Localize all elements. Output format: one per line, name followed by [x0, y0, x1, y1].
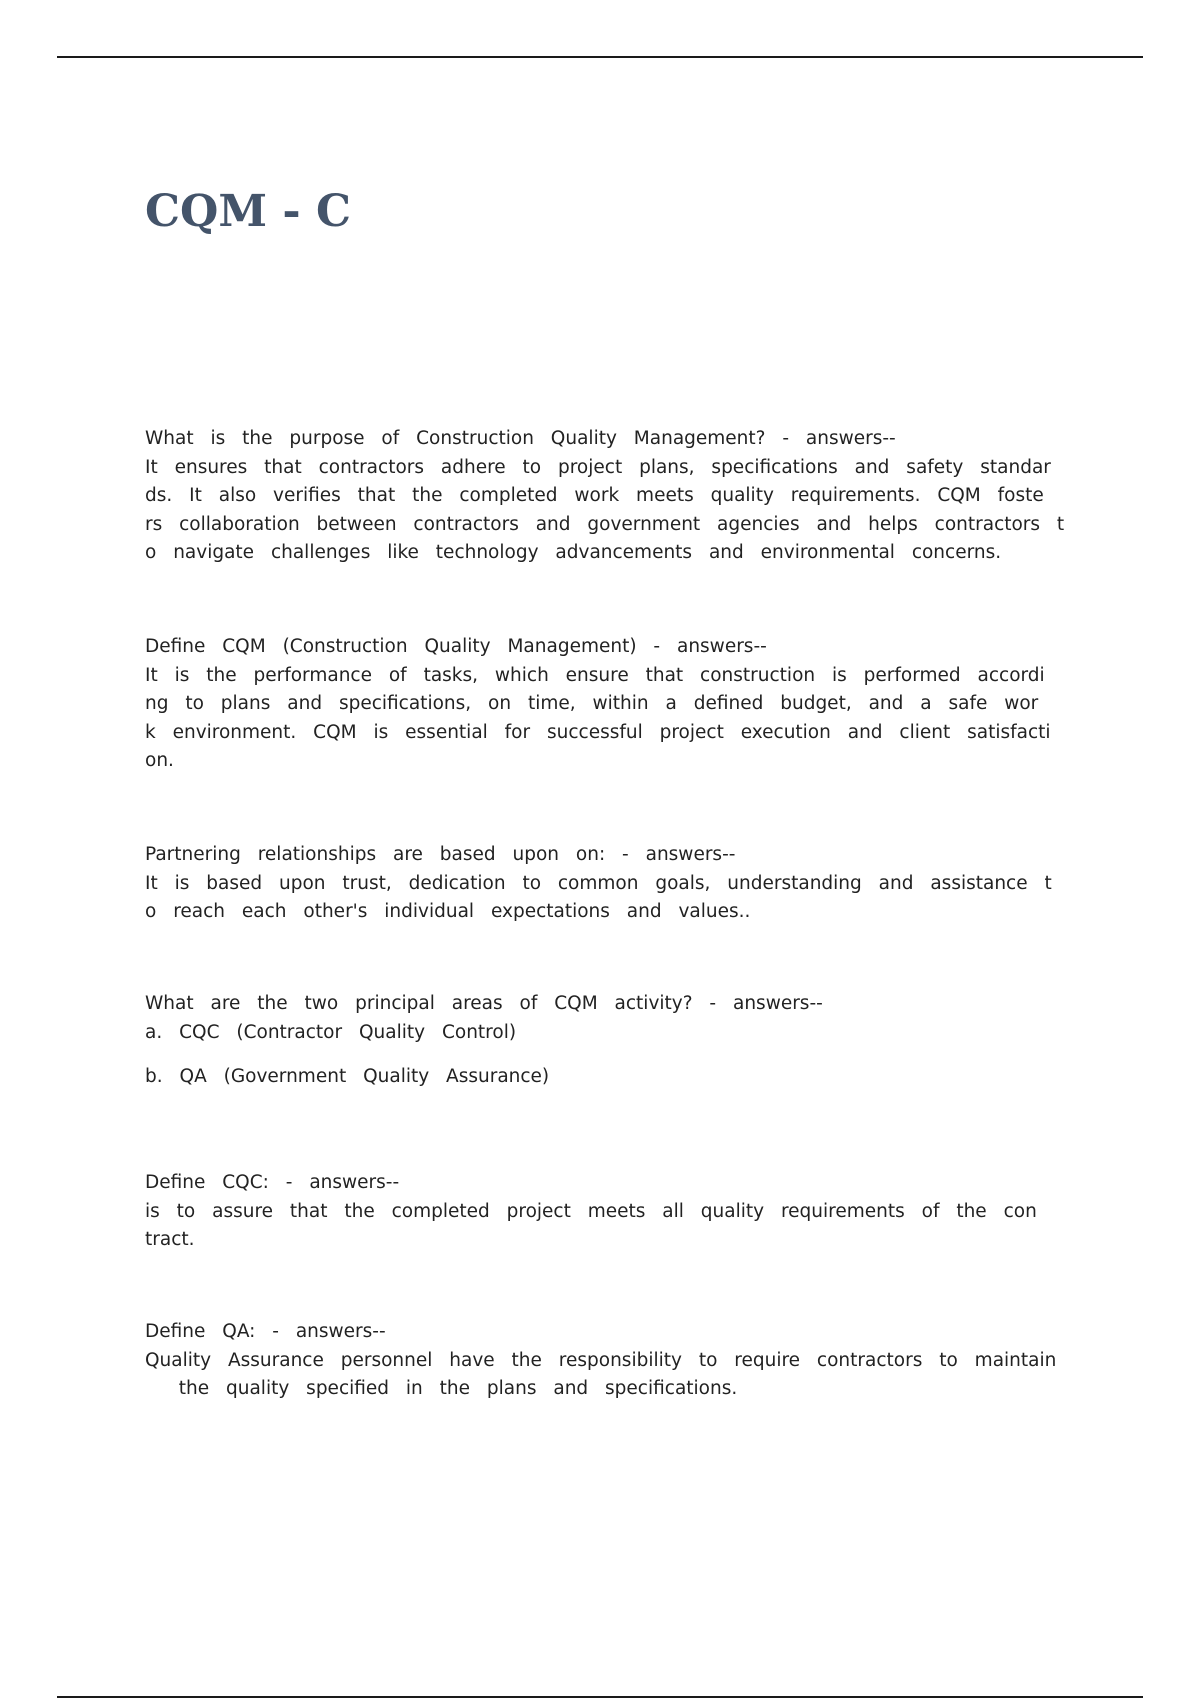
answer-line: It is the performance of tasks, which ensure that construction is performed accordi	[145, 664, 1045, 686]
option-cqc: a. CQC (Contractor Quality Control)	[145, 1021, 517, 1043]
qa-item-purpose	[145, 425, 1082, 568]
qa-item-define-cqm	[145, 633, 1082, 776]
answer-line: It is based upon trust, dedication to common goals, understanding and assistance t	[145, 872, 1052, 894]
answer-line: the quality specified in the plans and specifications.	[145, 1378, 738, 1399]
qa-item-define-cqc	[145, 1169, 1082, 1255]
question: Define CQC: - answers--	[145, 1172, 400, 1193]
question: Partnering relationships are based upon on: - answers--	[145, 844, 736, 865]
answer-line: ng to plans and specifications, on time, within a defined budget, and a safe wor	[145, 693, 1039, 714]
question: Define CQM (Construction Quality Management) - answers--	[145, 636, 767, 657]
answer-line: tract.	[145, 1229, 195, 1250]
qa-item-principal-areas	[145, 990, 1082, 1108]
answer-line: k environment. CQM is essential for successful project execution and client satisfacti	[145, 721, 1051, 743]
document-title: CQM - C	[145, 186, 351, 237]
answer-line: o navigate challenges like technology advancements and environmental concerns.	[145, 542, 1002, 563]
answer-line: ds. It also verifies that the completed work meets quality requirements. CQM foste	[145, 485, 1044, 506]
answer-line: rs collaboration between contractors and government agencies and helps contractors t	[145, 513, 1065, 535]
answer-line: Quality Assurance personnel have the responsibility to require contractors to maintain	[145, 1349, 1057, 1371]
header-rule	[57, 56, 1143, 58]
answer-line: is to assure that the completed project meets all quality requirements of the con	[145, 1200, 1037, 1222]
answer-line: on.	[145, 750, 174, 771]
qa-item-partnering	[145, 841, 1082, 927]
answer-line: o reach each other's individual expectations and values..	[145, 901, 751, 922]
qa-item-define-qa	[145, 1318, 1082, 1404]
option-qa: b. QA (Government Quality Assurance)	[145, 1066, 550, 1087]
question: Define QA: - answers--	[145, 1321, 386, 1342]
answer-line: It ensures that contractors adhere to project plans, specifications and safety standar	[145, 456, 1051, 478]
footer-rule	[57, 1696, 1143, 1698]
question: What is the purpose of Construction Quality Management? - answers--	[145, 428, 896, 449]
question: What are the two principal areas of CQM activity? - answers--	[145, 993, 823, 1014]
